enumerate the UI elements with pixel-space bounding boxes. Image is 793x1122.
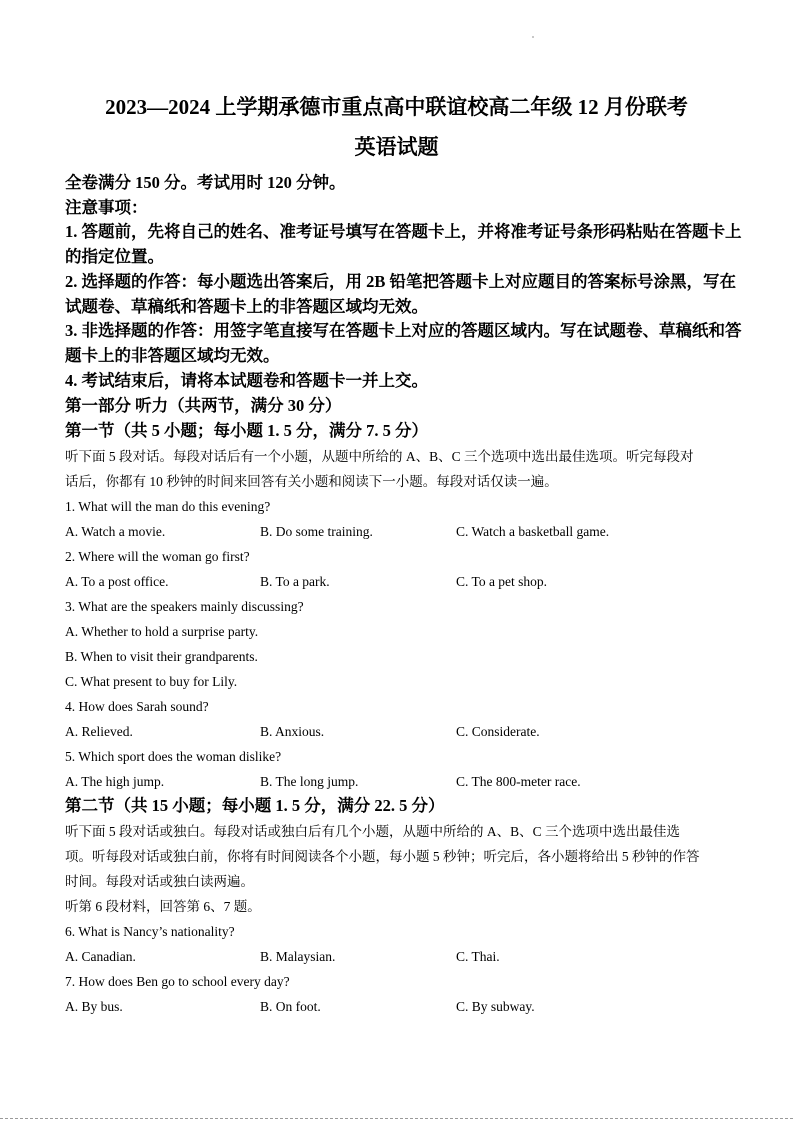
exam-title: 2023—2024 上学期承德市重点高中联谊校高二年级 12 月份联考 [105, 95, 688, 119]
q2-option-a: A. To a post office. [65, 574, 169, 589]
q5-option-a: A. The high jump. [65, 774, 165, 789]
question-7: 7. How does Ben go to school every day? [65, 974, 290, 989]
section2-heading: 第二节（共 15 小题；每小题 1. 5 分，满分 22. 5 分） [65, 796, 445, 815]
question-6: 6. What is Nancy’s nationality? [65, 924, 235, 939]
notice-line: 试题卷、草稿纸和答题卡上的非答题区域均无效。 [65, 297, 428, 316]
q2-option-c: C. To a pet shop. [456, 574, 548, 589]
q3-option-b: B. When to visit their grandparents. [65, 649, 258, 664]
q1-option-c: C. Watch a basketball game. [456, 524, 610, 539]
q7-option-c: C. By subway. [456, 999, 535, 1014]
q6-option-b: B. Malaysian. [260, 949, 336, 964]
question-5: 5. Which sport does the woman dislike? [65, 749, 282, 764]
question-3: 3. What are the speakers mainly discussing? [65, 599, 304, 614]
q5-option-b: B. The long jump. [260, 774, 359, 789]
section1-instructions: 话后，你都有 10 秒钟的时间来回答有关小题和阅读下一小题。每段对话仅读一遍。 [65, 474, 558, 489]
q1-option-b: B. Do some training. [260, 524, 373, 539]
section2-instructions: 时间。每段对话或独白读两遍。 [65, 874, 254, 889]
q5-option-c: C. The 800-meter race. [456, 774, 581, 789]
scan-dot [532, 36, 534, 38]
q2-option-b: B. To a park. [260, 574, 330, 589]
q7-option-a: A. By bus. [65, 999, 123, 1014]
notice-line: 3. 非选择题的作答：用签字笔直接写在答题卡上对应的答题区域内。写在试题卷、草稿纸和答 [65, 321, 742, 340]
section1-instructions: 听下面 5 段对话。每段对话后有一个小题，从题中所给的 A、B、C 三个选项中选出最佳选项。听完每段对 [65, 449, 694, 464]
q6-option-a: A. Canadian. [65, 949, 136, 964]
exam-subtitle: 英语试题 [354, 135, 439, 159]
section2-instructions: 听下面 5 段对话或独白。每段对话或独白后有几个小题，从题中所给的 A、B、C 三个选项中选出最佳选 [65, 824, 681, 839]
notice-line: 4. 考试结束后，请将本试题卷和答题卡一并上交。 [65, 371, 428, 390]
notice-line: 题卡上的非答题区域均无效。 [65, 346, 280, 365]
q6-option-c: C. Thai. [456, 949, 500, 964]
section2-instructions: 项。听每段对话或独白前，你将有时间阅读各个小题，每小题 5 秒钟；听完后，各小题将给出 5 秒钟的作答 [65, 849, 700, 864]
notice-line: 2. 选择题的作答：每小题选出答案后，用 2B 铅笔把答题卡上对应题目的答案标号涂黑，写在 [65, 272, 737, 291]
q4-option-b: B. Anxious. [260, 724, 325, 739]
question-2: 2. Where will the woman go first? [65, 549, 250, 564]
q4-option-a: A. Relieved. [65, 724, 133, 739]
notice-line: 1. 答题前，先将自己的姓名、准考证号填写在答题卡上，并将准考证号条形码粘贴在答题卡上 [65, 222, 742, 241]
material-note: 听第 6 段材料，回答第 6、7 题。 [65, 899, 261, 914]
q3-option-c: C. What present to buy for Lily. [65, 674, 238, 689]
q4-option-c: C. Considerate. [456, 724, 540, 739]
section1-heading: 第一节（共 5 小题；每小题 1. 5 分，满分 7. 5 分） [65, 421, 428, 440]
part1-heading: 第一部分 听力（共两节，满分 30 分） [65, 396, 342, 415]
score-line: 全卷满分 150 分。考试用时 120 分钟。 [65, 173, 346, 192]
q3-option-a: A. Whether to hold a surprise party. [65, 624, 259, 639]
notice-heading: 注意事项： [65, 198, 148, 217]
question-4: 4. How does Sarah sound? [65, 699, 209, 714]
notice-line: 的指定位置。 [65, 247, 164, 266]
q7-option-b: B. On foot. [260, 999, 321, 1014]
question-1: 1. What will the man do this evening? [65, 499, 271, 514]
q1-option-a: A. Watch a movie. [65, 524, 166, 539]
page-bottom-rule [0, 1118, 793, 1119]
